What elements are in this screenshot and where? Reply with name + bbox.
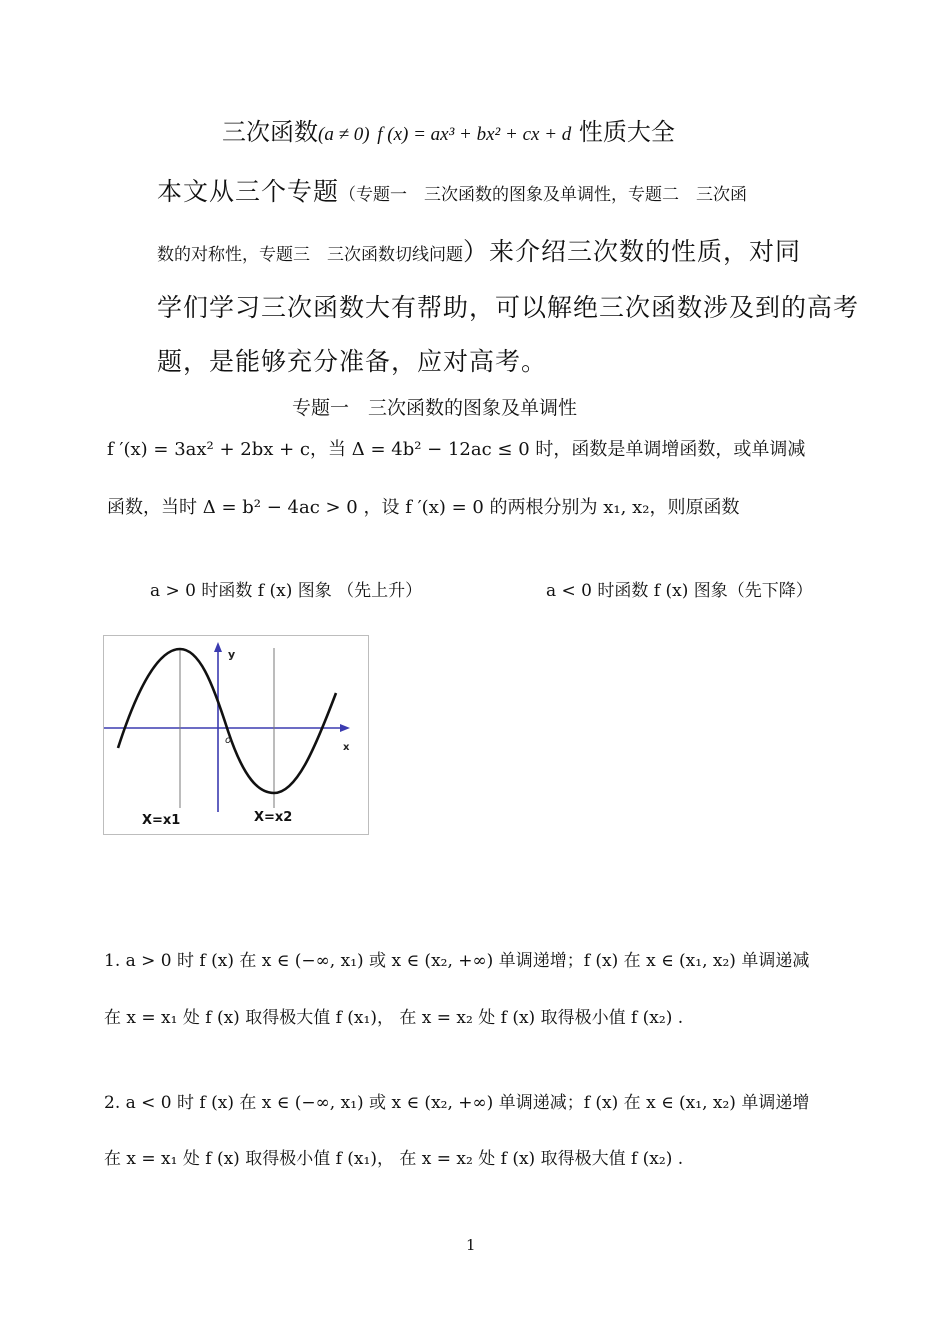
title-condition: (a ≠ 0) <box>318 124 370 145</box>
cubic-graph <box>103 635 369 835</box>
title-suffix: 性质大全 <box>578 118 675 146</box>
intro-line-2 <box>157 232 801 268</box>
intro-line-4: 题，是能够充分准备，应对高考。 <box>157 347 548 376</box>
cubic-curve <box>118 649 336 793</box>
intro-line-1-small: （专题一 三次函数的图象及单调性，专题二 三次函 <box>339 185 748 205</box>
origin-label: o <box>225 735 232 746</box>
intro-line-1-big: 本文从三个专题 <box>157 177 340 206</box>
caption-a-positive: a > 0 时函数 f (x) 图象 （先上升） <box>150 581 423 601</box>
x2-label: X=x2 <box>254 810 293 825</box>
delta-line: 函数，当时 Δ = b² − 4ac > 0 ，设 f ′(x) = 0 的两根分别为 x₁, x₂，则原函数 <box>107 497 740 518</box>
cubic-graph-svg <box>104 636 368 834</box>
page-number: 1 <box>466 1236 476 1254</box>
intro-line-2-small: 数的对称性，专题三 三次函数切线问题 <box>157 245 463 265</box>
intro-line-3: 学们学习三次函数大有帮助，可以解绝三次函数涉及到的高考 <box>157 293 860 322</box>
derivative-line: f ′(x) = 3ax² + 2bx + c，当 Δ = 4b² − 12ac ≤ 0 时，函数是单调增函数，或单调减 <box>107 439 806 460</box>
x-axis-arrow-icon <box>340 724 350 732</box>
x-axis-label: x <box>343 742 350 753</box>
item-1-line-2: 在 x = x₁ 处 f (x) 取得极大值 f (x₁)， 在 x = x₂ 处 f (x) 取得极小值 f (x₂) . <box>104 1008 684 1028</box>
intro-line-1 <box>157 172 747 208</box>
page-title <box>222 112 675 147</box>
y-axis-label: y <box>228 648 236 661</box>
intro-line-2-big: ）来介绍三次数的性质，对同 <box>463 237 802 266</box>
item-2-line-2: 在 x = x₁ 处 f (x) 取得极小值 f (x₁)， 在 x = x₂ 处 f (x) 取得极大值 f (x₂) . <box>104 1149 684 1169</box>
item-1-line-1: 1. a > 0 时 f (x) 在 x ∈ (−∞, x₁) 或 x ∈ (x₂, +∞) 单调递增；f (x) 在 x ∈ (x₁, x₂) 单调递减 <box>104 951 810 971</box>
item-2-line-1: 2. a < 0 时 f (x) 在 x ∈ (−∞, x₁) 或 x ∈ (x₂, +∞) 单调递减；f (x) 在 x ∈ (x₁, x₂) 单调递增 <box>104 1093 810 1113</box>
title-prefix: 三次函数 <box>222 118 318 146</box>
caption-a-negative: a < 0 时函数 f (x) 图象（先下降） <box>546 581 813 601</box>
x1-label: X=x1 <box>142 813 181 828</box>
title-formula: f (x) = ax³ + bx² + cx + d <box>377 124 572 145</box>
section-heading: 专题一 三次函数的图象及单调性 <box>292 397 578 419</box>
y-axis-arrow-icon <box>214 642 222 652</box>
